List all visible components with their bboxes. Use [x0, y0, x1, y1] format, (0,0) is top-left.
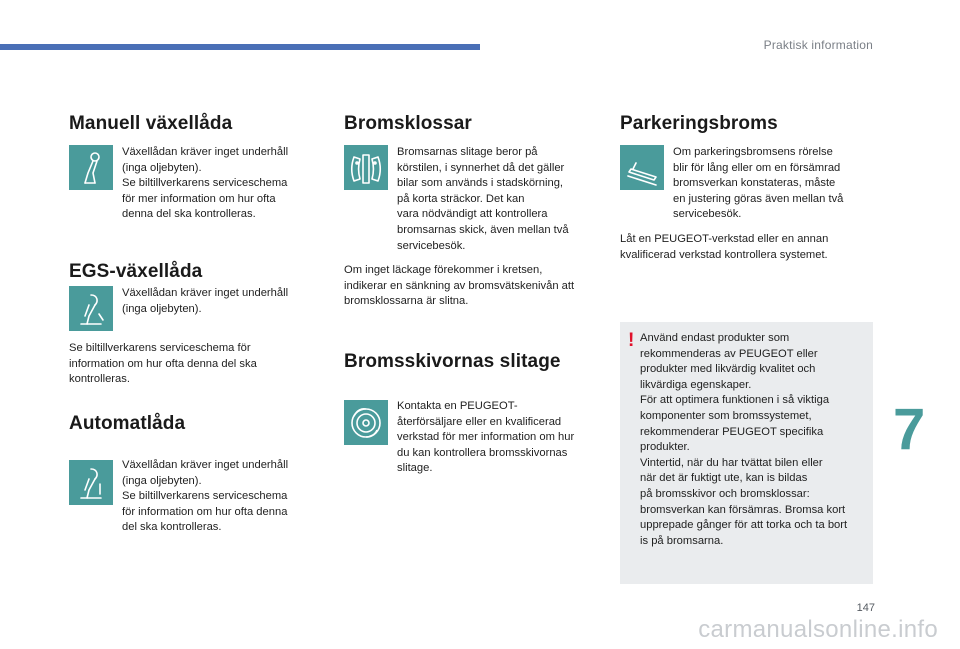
parking-brake-title: Parkeringsbroms	[620, 113, 778, 134]
brake-discs-title: Bromsskivornas slitage	[344, 351, 561, 372]
manual-gearbox-title: Manuell växellåda	[69, 113, 233, 134]
egs-shift-icon	[69, 286, 113, 331]
warning-icon: !	[628, 330, 635, 351]
page-number: 147	[856, 602, 875, 614]
brake-pads-title: Bromsklossar	[344, 113, 472, 134]
top-accent-bar	[0, 44, 480, 50]
brake-disc-icon	[344, 400, 388, 445]
egs-gearbox-note: Se biltillverkarens serviceschema för information om hur ofta denna del ska kontrolleras.	[69, 342, 257, 386]
parking-brake-text: Om parkeringsbromsens rörelse blir för lång eller om en försämrad bromsverkan konstateras, måste en justering göras även mellan två servicebesök.	[673, 146, 844, 221]
automatic-gearbox-title: Automatlåda	[69, 413, 186, 434]
brake-pads-icon	[344, 145, 388, 190]
automatic-shift-icon	[69, 460, 113, 505]
brake-pads-note: Om inget läckage förekommer i kretsen, indikerar en sänkning av bromsvätskenivån att bromsklossarna är slitna.	[344, 264, 575, 308]
automatic-gearbox-text: Växellådan kräver inget underhåll (inga oljebyten). Se biltillverkarens serviceschema för information om hur ofta denna del ska kontrolleras.	[122, 459, 289, 534]
egs-gearbox-title: EGS-växellåda	[69, 261, 203, 282]
chapter-number: 7	[893, 397, 926, 462]
gear-shift-icon	[69, 145, 113, 190]
manual-gearbox-text: Växellådan kräver inget underhåll (inga oljebyten). Se biltillverkarens serviceschema för mer information om hur ofta denna del ska kontrolleras.	[122, 146, 289, 221]
warning-text: Använd endast produkter som rekommenderas av PEUGEOT eller produkter med likvärdig kvalitet och likvärdiga egenskaper. För att optimera funktionen i så viktiga komponenter som bromssystemet, rekommenderar PEUGEOT specifika produkter. Vintertid, när du har tvättat bilen eller när det är fuktigt ute, kan is bildas på bromsskivor och bromsklossar: bromsverkan kan försämras. Bromsa kort upprepade gånger för att torka och ta bort is på bromsarna.	[640, 332, 848, 547]
brake-pads-text: Bromsarnas slitage beror på körstilen, i synnerhet då det gäller bilar som används i stadskörning, på korta sträckor. Det kan vara nödvändigt att kontrollera bromsarnas skick, även mellan två servicebesök.	[397, 146, 569, 252]
egs-gearbox-text: Växellådan kräver inget underhåll (inga oljebyten).	[122, 287, 289, 315]
section-label: Praktisk information	[763, 38, 873, 52]
parking-brake-note: Låt en PEUGEOT-verkstad eller en annan kvalificerad verkstad kontrollera systemet.	[620, 233, 829, 261]
watermark: carmanualsonline.info	[698, 616, 938, 643]
brake-discs-text: Kontakta en PEUGEOT- återförsäljare eller en kvalificerad verkstad för mer information om hur du kan kontrollera bromsskivornas slitage.	[397, 400, 575, 475]
parking-brake-icon	[620, 145, 664, 190]
